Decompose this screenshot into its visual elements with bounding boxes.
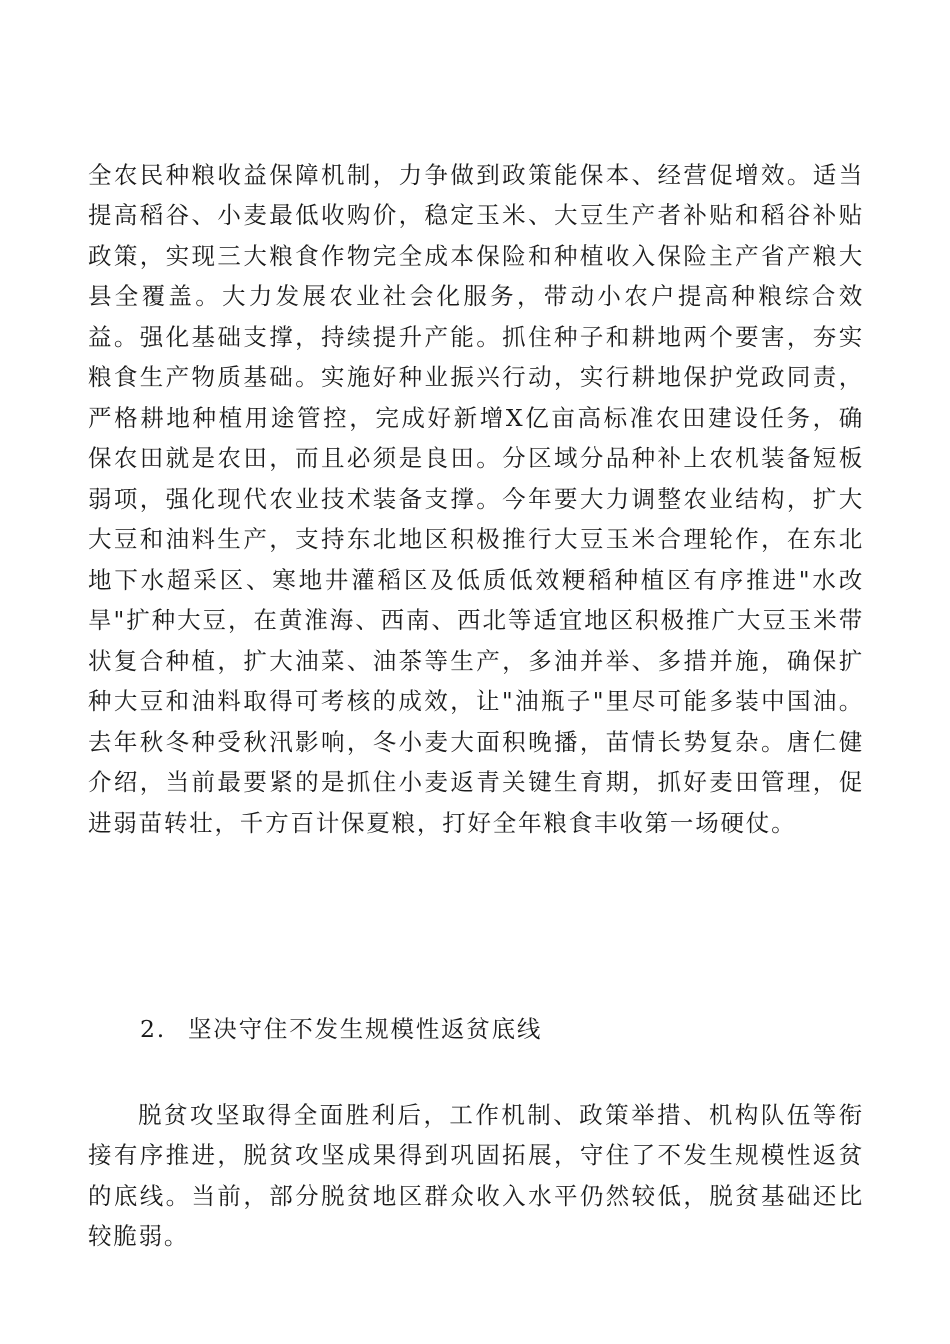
section-number: 2. (140, 1015, 167, 1043)
section-title: 坚决守住不发生规模性返贫底线 (188, 1015, 543, 1043)
section-heading (140, 1009, 840, 1050)
body-paragraph: 全农民种粮收益保障机制，力争做到政策能保本、经营促增效。适当提高稻谷、小麦最低收购价，稳定玉米、大豆生产者补贴和稻谷补贴政策，实现三大粮食作物完全成本保险和种植收入保险主产省产粮大县全覆盖。大力发展农业社会化服务，带动小农户提高种粮综合效益。强化基础支撑，持续提升产能。抓住种子和耕地两个要害，夯实粮食生产物质基础。实施好种业振兴行动，实行耕地保护党政同责，严格耕地种植用途管控，完成好新增X亿亩高标准农田建设任务，确保农田就是农田，而且必须是良田。分区域分品种补上农机装备短板弱项，强化现代农业技术装备支撑。今年要大力调整农业结构，扩大大豆和油料生产，支持东北地区积极推行大豆玉米合理轮作，在东北地下水超采区、寒地井灌稻区及低质低效粳稻种植区有序推进"水改旱"扩种大豆，在黄淮海、西南、西北等适宜地区积极推广大豆玉米带状复合种植，扩大油菜、油茶等生产，多油并举、多措并施，确保扩种大豆和油料取得可考核的成效，让"油瓶子"里尽可能多装中国油。去年秋冬种受秋汛影响，冬小麦大面积晚播，苗情长势复杂。唐仁健介绍，当前最要紧的是抓住小麦返青关键生育期，抓好麦田管理，促进弱苗转壮，千方百计保夏粮，打好全年粮食丰收第一场硬仗。 (88, 160, 864, 837)
body-paragraph-2: 脱贫攻坚取得全面胜利后，工作机制、政策举措、机构队伍等衔接有序推进，脱贫攻坚成果得到巩固拓展，守住了不发生规模性返贫的底线。当前，部分脱贫地区群众收入水平仍然较低，脱贫基础还比较脆弱。 (88, 1100, 864, 1250)
